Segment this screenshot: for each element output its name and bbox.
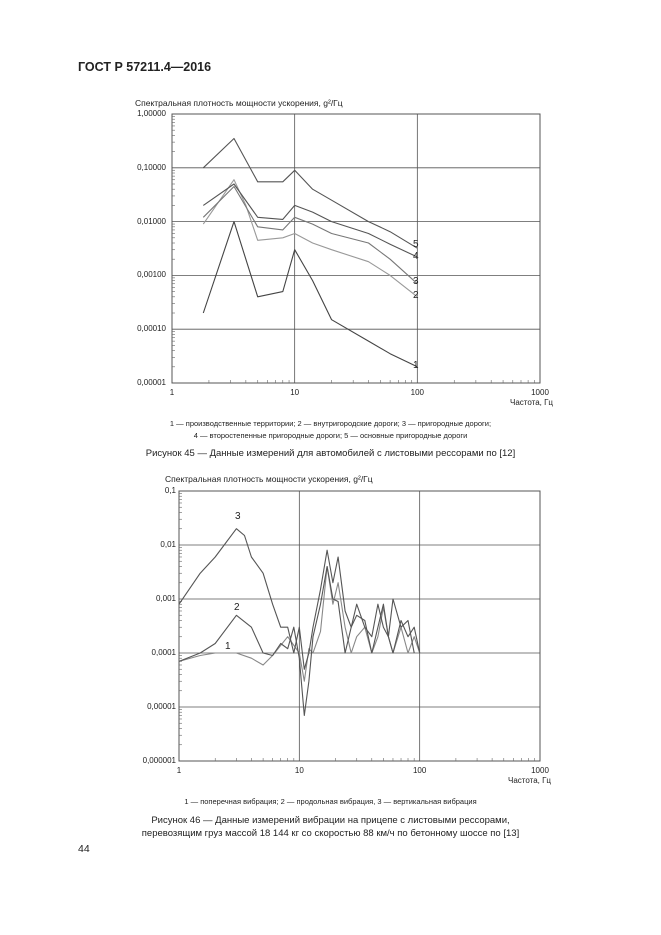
- fig45-series-line-5: [203, 139, 417, 249]
- fig45-y-tick-label: 0,10000: [137, 162, 166, 172]
- fig45-y-tick-label: 1,00000: [137, 109, 166, 118]
- fig46-y-tick-label: 0,1: [164, 486, 176, 495]
- fig45-xlabel: Частота, Гц: [510, 398, 554, 407]
- fig46-caption-line2: перевозящим груз массой 18 144 кг со скоростью 88 км/ч по бетонному шоссе по [13]: [141, 828, 520, 839]
- fig45-x-tick-label: 10: [290, 388, 300, 397]
- fig45-legend-line2: 4 — второстепенные пригородные дороги; 5 — основные пригородные дороги: [193, 431, 468, 440]
- fig45-series-label-5: 5: [413, 239, 419, 250]
- fig46-xlabel: Частота, Гц: [508, 776, 552, 785]
- fig45-series-label-1: 1: [413, 360, 419, 371]
- fig46-x-tick-label: 1000: [531, 766, 549, 775]
- fig46-ylabel: Спектральная плотность мощности ускорения, g²/Гц: [165, 474, 373, 484]
- fig45-y-tick-label: 0,01000: [137, 216, 166, 226]
- fig45-caption: Рисунок 45 — Данные измерений для автомобилей с листовыми рессорами по [12]: [145, 448, 516, 459]
- fig46-y-tick-label: 0,000001: [142, 756, 176, 765]
- fig46-plot-frame: [179, 491, 540, 761]
- fig46-y-tick-label: 0,0001: [151, 648, 176, 657]
- page-number: 44: [78, 843, 90, 855]
- fig45-y-tick-label: 0,00100: [137, 270, 166, 280]
- fig46-y-tick-label: 0,01: [160, 540, 176, 549]
- fig45-x-tick-label: 1000: [531, 388, 549, 397]
- fig45-x-tick-label: 100: [410, 388, 424, 397]
- fig45-legend-line1: 1 — производственные территории; 2 — внутригородские дороги; 3 — пригородные дороги;: [169, 419, 492, 428]
- fig45-x-tick-label: 1: [169, 388, 175, 397]
- fig46-x-tick-label: 10: [294, 766, 304, 775]
- fig45-series-line-3: [203, 187, 417, 284]
- fig45-y-tick-label: 0,00010: [137, 324, 166, 334]
- fig46-series-label-2: 2: [234, 602, 240, 613]
- fig45-series-line-2: [203, 180, 417, 297]
- fig46-x-tick-label: 100: [412, 766, 427, 775]
- fig45-y-tick-label: 0,00001: [137, 378, 166, 387]
- fig45-ylabel: Спектральная плотность мощности ускорения, g²/Гц: [135, 98, 343, 108]
- fig46-legend: 1 — поперечная вибрация; 2 — продольная вибрация, 3 — вертикальная вибрация: [184, 797, 477, 806]
- fig45-series-label-3: 3: [413, 276, 419, 287]
- fig46-series-label-1: 1: [225, 641, 231, 652]
- fig46-series-label-3: 3: [235, 511, 241, 522]
- fig45-series-label-4: 4: [413, 251, 419, 262]
- document-header: ГОСТ Р 57211.4—2016: [78, 60, 212, 74]
- fig46-x-tick-label: 1: [176, 766, 182, 775]
- fig46-y-tick-label: 0,001: [155, 594, 176, 603]
- fig45-series-line-1: [203, 222, 417, 367]
- fig46-caption-line1: Рисунок 46 — Данные измерений вибрации на прицепе с листовыми рессорами,: [151, 815, 510, 826]
- fig45-series-line-4: [203, 184, 417, 257]
- fig46-y-tick-label: 0,00001: [147, 702, 176, 711]
- fig45-plot-frame: [172, 114, 540, 383]
- fig45-series-label-2: 2: [413, 290, 419, 301]
